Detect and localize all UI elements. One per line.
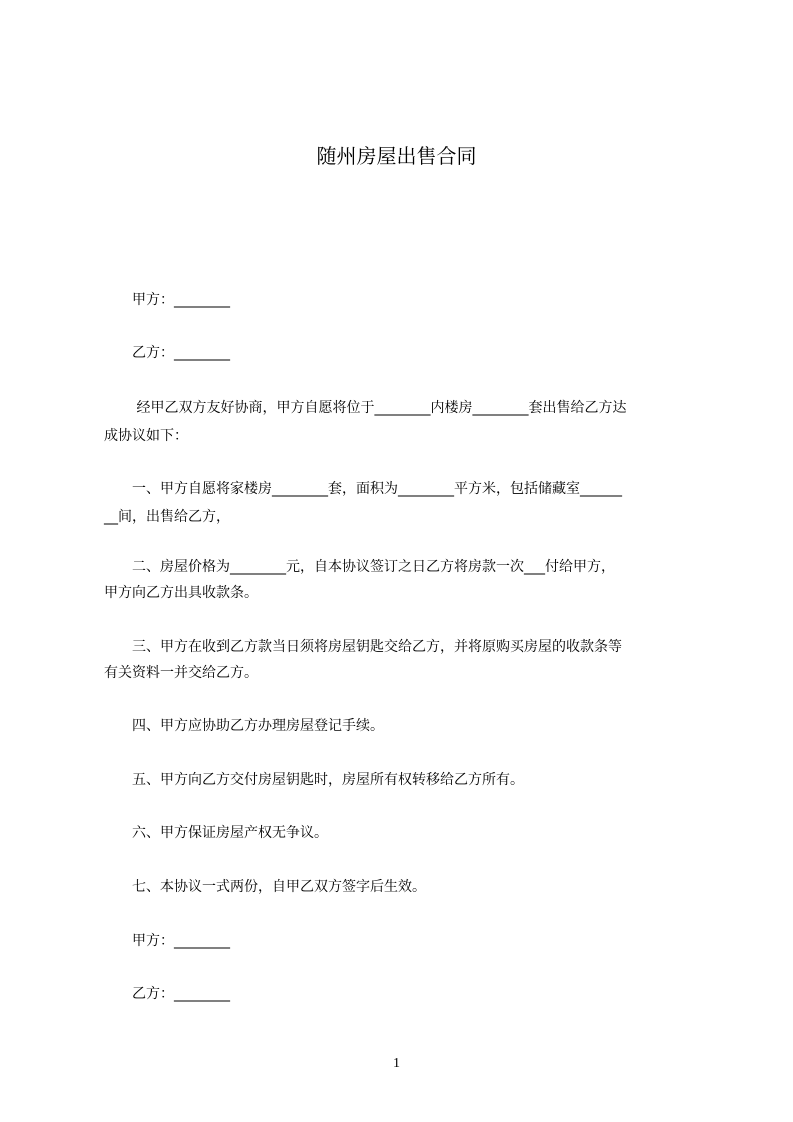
page-number: 1 (393, 1056, 400, 1071)
party-b-line-top: 乙方：________ (104, 345, 230, 361)
clause-2-line-1: 二、房屋价格为________元，自本协议签订之日乙方将房款一次___付给甲方， (104, 559, 615, 575)
clause-1-line-2: __间，出售给乙方， (104, 509, 230, 525)
clause-7: 七、本协议一式两份，自甲乙双方签字后生效。 (104, 879, 426, 895)
party-a-line-bottom: 甲方：________ (104, 933, 230, 949)
intro-line-1: 经甲乙双方友好协商，甲方自愿将位于________内楼房________套出售给乙方达 (104, 400, 627, 416)
clause-5: 五、甲方向乙方交付房屋钥匙时，房屋所有权转移给乙方所有。 (104, 772, 524, 788)
intro-line-2: 成协议如下： (104, 428, 188, 444)
clause-6: 六、甲方保证房屋产权无争议。 (104, 825, 328, 841)
document-title: 随州房屋出售合同 (316, 144, 477, 168)
clause-4: 四、甲方应协助乙方办理房屋登记手续。 (104, 718, 384, 734)
party-b-line-bottom: 乙方：________ (104, 986, 230, 1002)
clause-3-line-1: 三、甲方在收到乙方款当日须将房屋钥匙交给乙方，并将原购买房屋的收款条等 (104, 639, 622, 655)
party-a-line-top: 甲方：________ (104, 292, 230, 308)
clause-1-line-1: 一、甲方自愿将家楼房________套，面积为________平方米，包括储藏室______ (104, 481, 622, 497)
clause-2-line-2: 甲方向乙方出具收款条。 (104, 585, 258, 601)
clause-3-line-2: 有关资料一并交给乙方。 (104, 665, 258, 681)
